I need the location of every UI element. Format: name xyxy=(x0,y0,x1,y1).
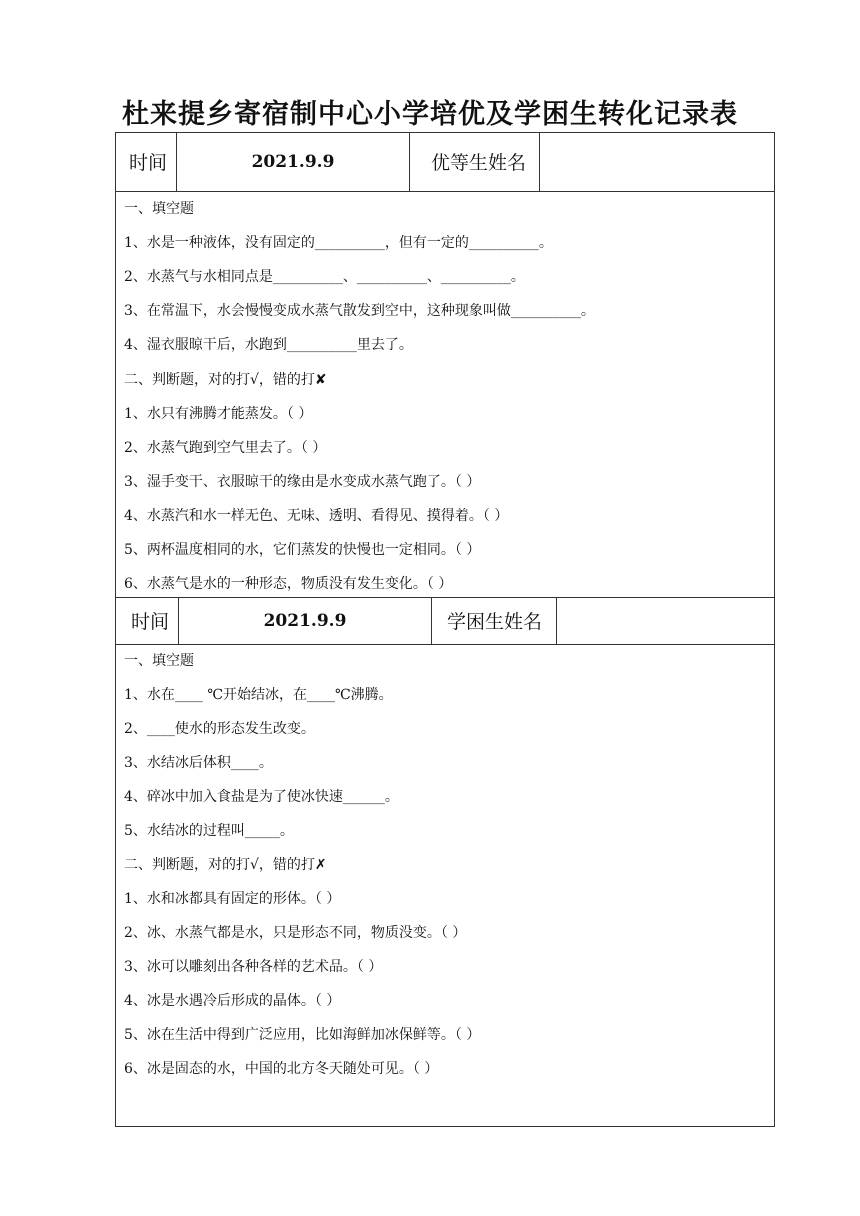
divider xyxy=(539,132,540,191)
page-title: 杜来提乡寄宿制中心小学培优及学困生转化记录表 xyxy=(122,99,738,130)
section2-line: 一、填空题 xyxy=(124,653,194,669)
divider xyxy=(556,597,557,644)
section1-name-label: 优等生姓名 xyxy=(431,152,527,174)
section1-line: 3、湿手变干、衣服晾干的缘由是水变成水蒸气跑了。（ ） xyxy=(124,473,481,490)
section2-line: 4、碎冰中加入食盐是为了使冰快速______。 xyxy=(124,789,399,805)
section1-line: 2、水蒸气与水相同点是__________、__________、__________。 xyxy=(124,269,525,286)
section2-line: 5、冰在生活中得到广泛应用，比如海鲜加冰保鲜等。（ ） xyxy=(124,1027,481,1043)
section1-line: 1、水是一种液体，没有固定的__________，但有一定的__________。 xyxy=(124,235,553,252)
section1-line: 2、水蒸气跑到空气里去了。（ ） xyxy=(124,439,327,456)
section2-date: 2021.9.9 xyxy=(263,610,347,631)
section1-line: 一、填空题 xyxy=(124,201,194,217)
section2-name-label: 学困生姓名 xyxy=(447,611,543,633)
section1-line: 二、判断题，对的打√，错的打✘ xyxy=(124,371,327,388)
section1-line: 4、水蒸汽和水一样无色、无味、透明、看得见、摸得着。（ ） xyxy=(124,507,509,524)
section2-header-row xyxy=(115,597,775,645)
divider xyxy=(409,132,410,191)
section2-line: 2、冰、水蒸气都是水，只是形态不同，物质没变。（ ） xyxy=(124,925,467,941)
section2-line: 3、冰可以雕刻出各种各样的艺术品。（ ） xyxy=(124,959,383,975)
section1-line: 4、湿衣服晾干后，水跑到__________里去了。 xyxy=(124,337,413,354)
section1-header-row xyxy=(115,132,775,192)
section2-line: 3、水结冰后体积____。 xyxy=(124,755,273,771)
section2-line: 2、____使水的形态发生改变。 xyxy=(124,721,315,737)
section2-line: 4、冰是水遇冷后形成的晶体。（ ） xyxy=(124,993,341,1009)
section1-date: 2021.9.9 xyxy=(251,151,335,172)
section2-line: 5、水结冰的过程叫_____。 xyxy=(124,823,294,839)
divider xyxy=(431,597,432,644)
section2-line: 1、水和冰都具有固定的形体。（ ） xyxy=(124,891,341,907)
section1-time-label: 时间 xyxy=(129,152,168,174)
section2-line: 二、判断题，对的打√，错的打✗ xyxy=(124,857,327,873)
section1-line: 1、水只有沸腾才能蒸发。（ ） xyxy=(124,405,313,422)
section2-time-label: 时间 xyxy=(131,611,170,633)
section2-line: 6、冰是固态的水，中国的北方冬天随处可见。（ ） xyxy=(124,1061,439,1077)
section1-line: 5、两杯温度相同的水，它们蒸发的快慢也一定相同。（ ） xyxy=(124,542,481,558)
section1-line: 3、在常温下，水会慢慢变成水蒸气散发到空中，这种现象叫做__________。 xyxy=(124,303,595,320)
section2-line: 1、水在____ ℃开始结冰，在____℃沸腾。 xyxy=(124,687,393,703)
section1-line: 6、水蒸气是水的一种形态，物质没有发生变化。（ ） xyxy=(124,576,453,593)
